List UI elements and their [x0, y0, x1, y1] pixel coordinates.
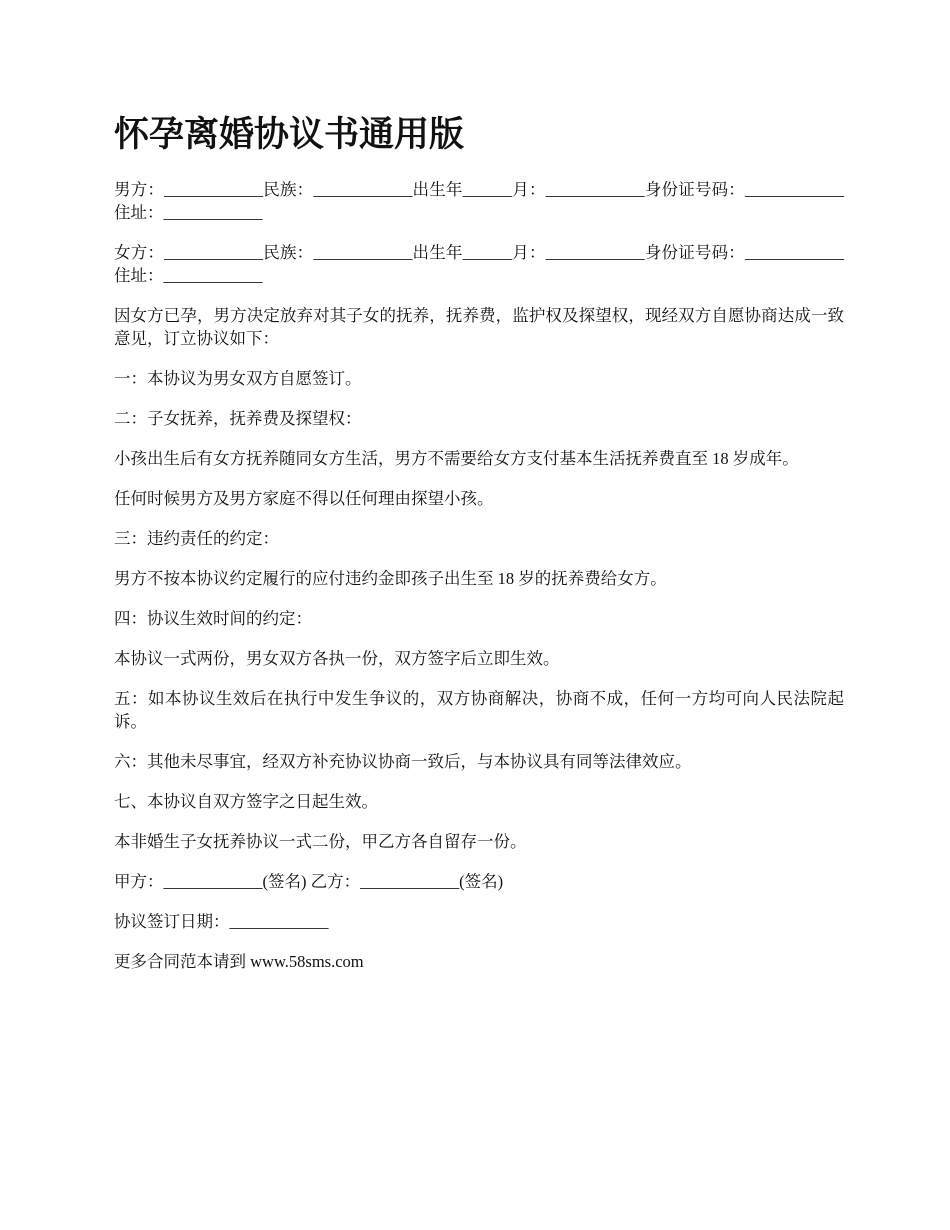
female-party-info: 女方：____________民族：____________出生年______月：____________身份证号码：____________住址：____________ — [114, 243, 844, 285]
clause-2-heading: 二：子女抚养，抚养费及探望权： — [114, 409, 362, 428]
male-party-info: 男方：____________民族：____________出生年______月：____________身份证号码：____________住址：____________ — [114, 180, 844, 222]
document-page — [114, 110, 844, 990]
clause-2-body-visitation: 任何时候男方及男方家庭不得以任何理由探望小孩。 — [114, 489, 494, 508]
clause-6: 六：其他未尽事宜，经双方补充协议协商一致后，与本协议具有同等法律效应。 — [114, 752, 692, 771]
clause-7: 七、本协议自双方签字之日起生效。 — [114, 792, 378, 811]
clause-3-body: 男方不按本协议约定履行的应付违约金即孩子出生至 18 岁的抚养费给女方。 — [114, 569, 667, 588]
preamble: 因女方已孕，男方决定放弃对其子女的抚养，抚养费，监护权及探望权，现经双方自愿协商达成一致意见，订立协议如下： — [114, 306, 844, 348]
clause-4-body: 本协议一式两份，男女双方各执一份，双方签字后立即生效。 — [114, 649, 560, 668]
signing-date-line: 协议签订日期：____________ — [114, 912, 329, 931]
clause-2-body-custody: 小孩出生后有女方抚养随同女方生活，男方不需要给女方支付基本生活抚养费直至 18 岁成年。 — [114, 449, 799, 468]
clause-5: 五：如本协议生效后在执行中发生争议的，双方协商解决，协商不成，任何一方均可向人民法院起诉。 — [114, 689, 844, 731]
signature-line: 甲方：____________(签名) 乙方：____________(签名) — [114, 872, 504, 891]
clause-3-heading: 三：违约责任的约定： — [114, 529, 279, 548]
clause-1: 一：本协议为男女双方自愿签订。 — [114, 369, 362, 388]
footer-link-text: 更多合同范本请到 www.58sms.com — [114, 952, 364, 971]
clause-4-heading: 四：协议生效时间的约定： — [114, 609, 312, 628]
copies-note: 本非婚生子女抚养协议一式二份，甲乙方各自留存一份。 — [114, 832, 527, 851]
document-title: 怀孕离婚协议书通用版 — [114, 115, 465, 155]
